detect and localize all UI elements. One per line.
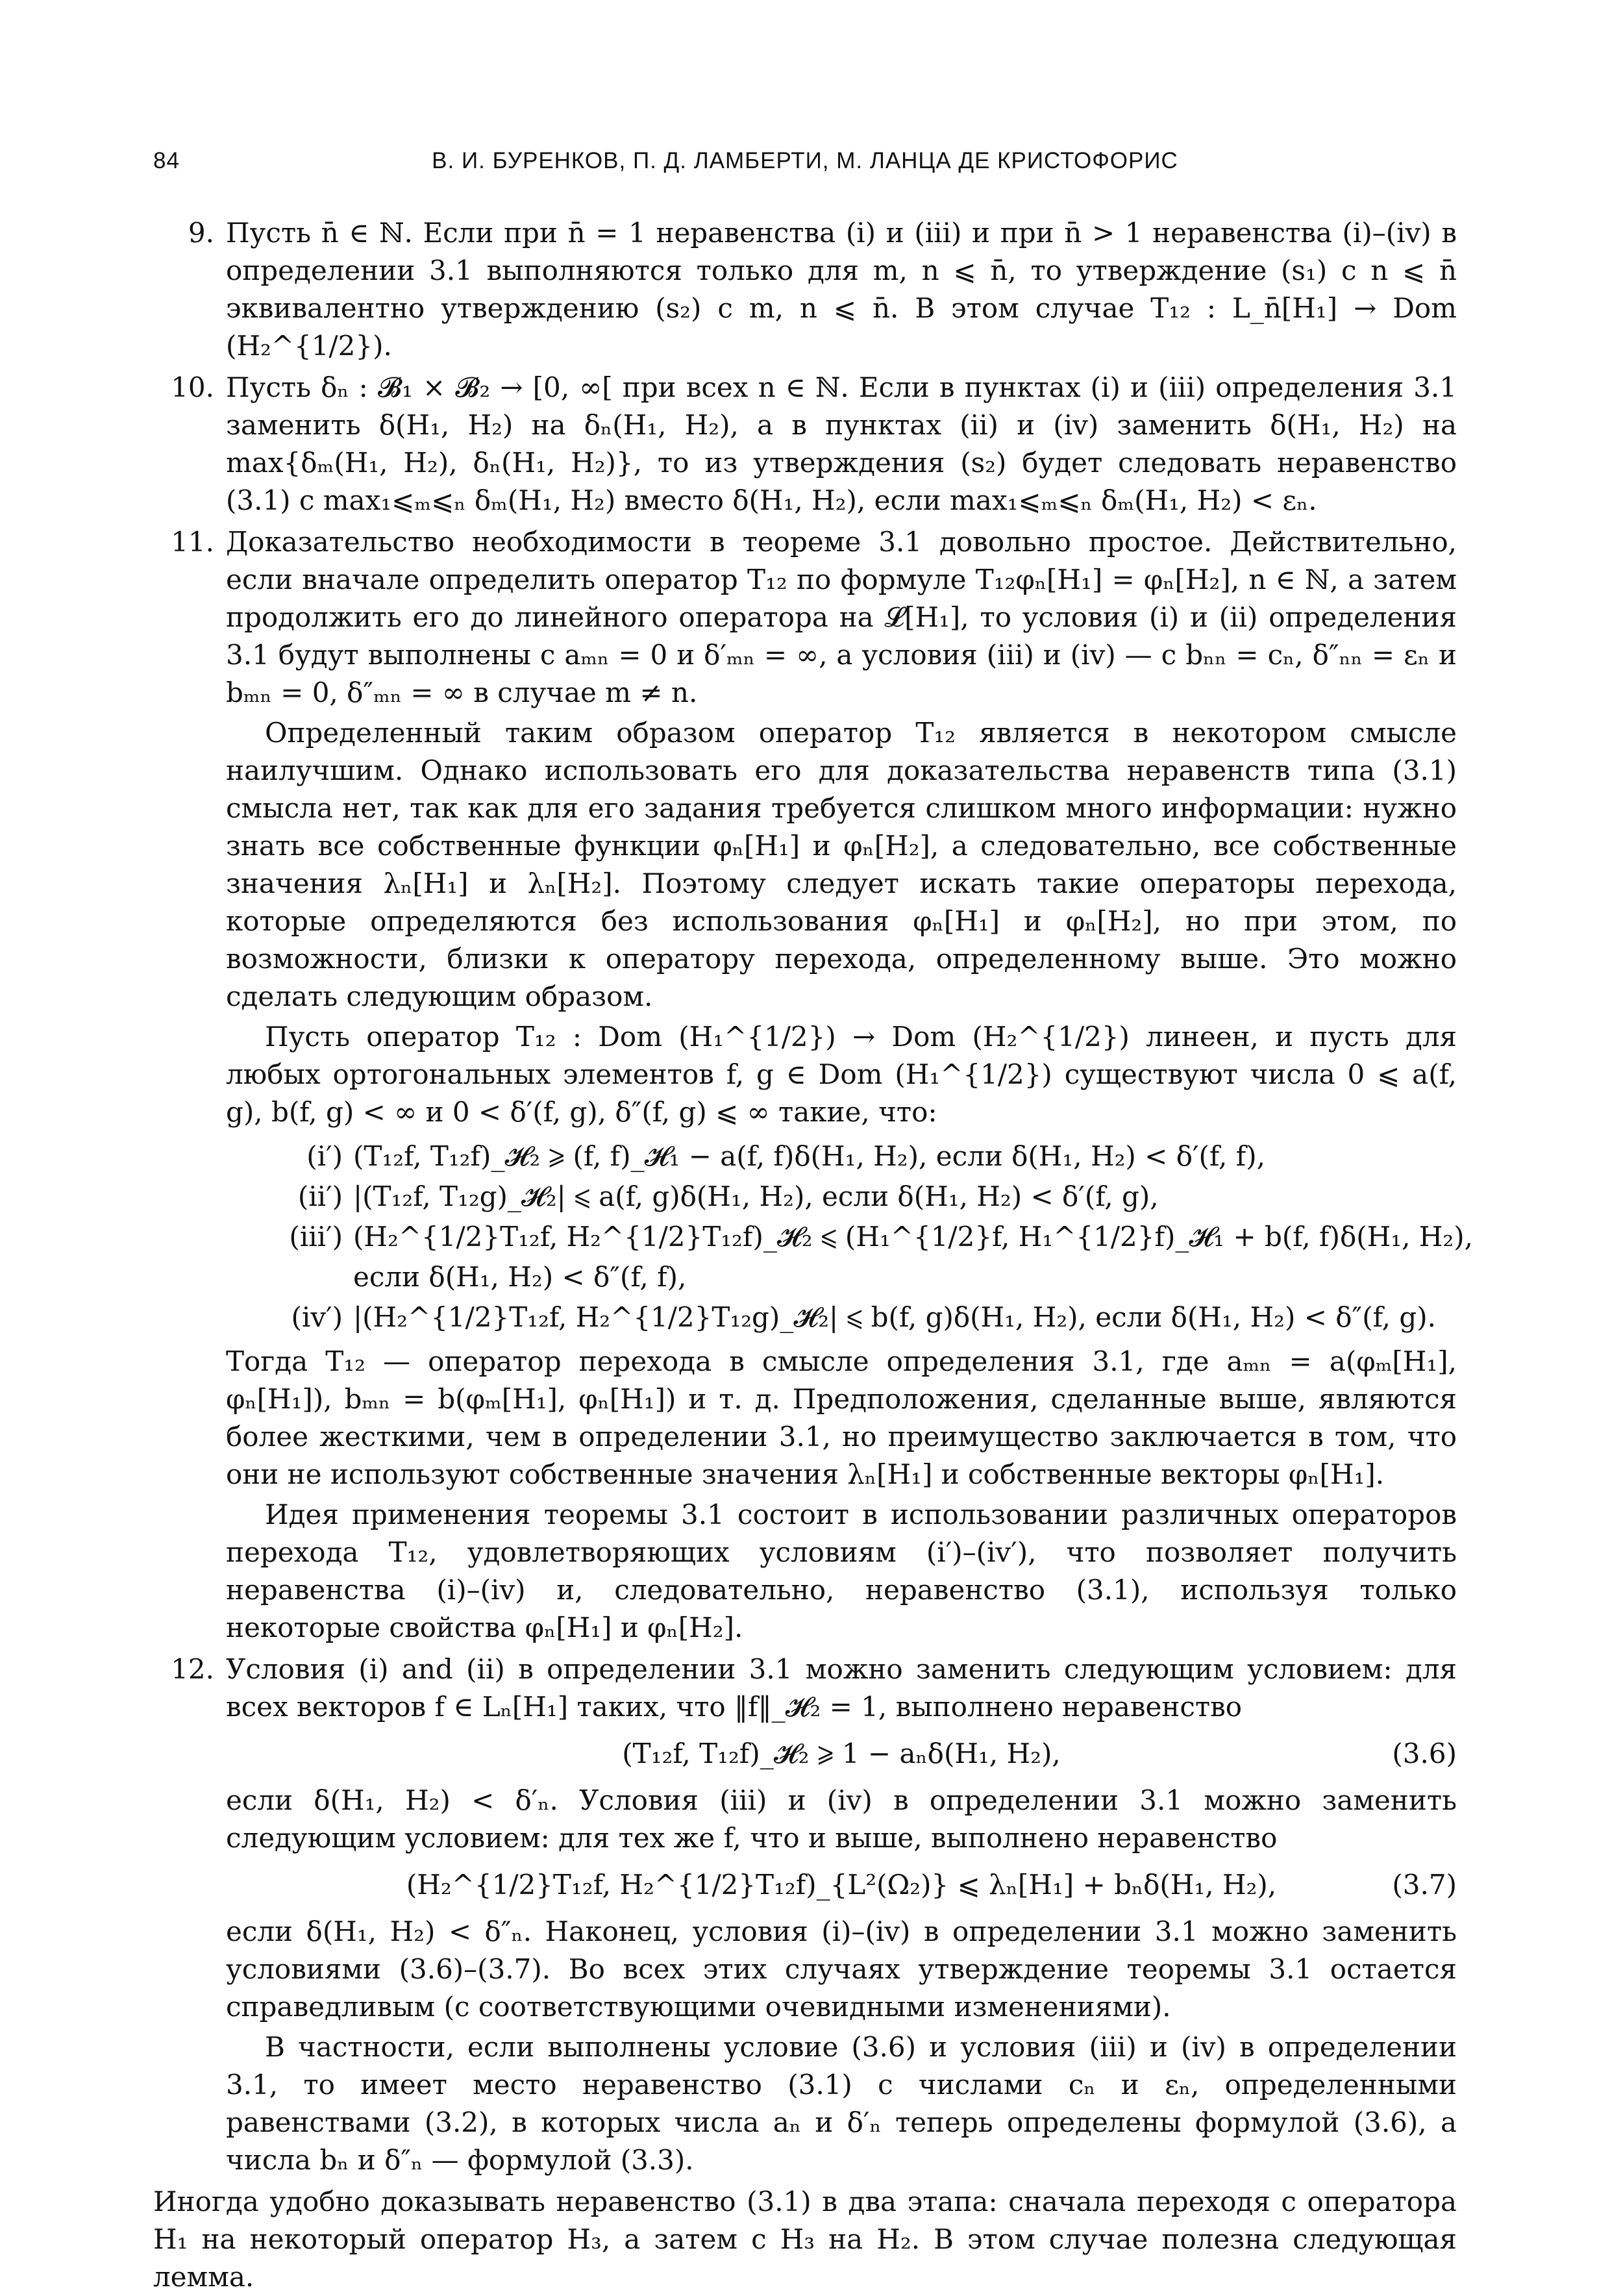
equation-number: (3.6) [1392, 1738, 1457, 1769]
item-number: 9. [188, 217, 214, 249]
condition-iv-prime [258, 1299, 1457, 1336]
paragraph: Тогда T₁₂ — оператор перехода в смысле определения 3.1, где aₘₙ = a(φₘ[H₁], φₙ[H₁]), bₘₙ = b(φₘ[H₁], φₙ[H₁]) и т. д. Предположения, сделанные выше, являются более жесткими, чем в определении 3.1, но преимущество заключается в том, что они не используют собственные значения λₙ[H₁] и собственные векторы φₙ[H₁]. [226, 1345, 1457, 1490]
paragraph: Идея применения теоремы 3.1 состоит в использовании различных операторов перехода T₁₂, удовлетворяющих условиям (i′)–(iv′), что позволяет получить неравенства (i)–(iv) и, следовательно, неравенство (3.1), используя только некоторые свойства φₙ[H₁] и φₙ[H₂]. [226, 1499, 1457, 1643]
equation-formula: (H₂^{1/2}T₁₂f, H₂^{1/2}T₁₂f)_{L²(Ω₂)} ⩽ λₙ[H₁] + bₙδ(H₁, H₂), [406, 1869, 1277, 1901]
equation-3-6 [226, 1735, 1457, 1773]
running-header [0, 148, 1610, 187]
equation-3-7 [226, 1866, 1457, 1904]
condition-label: (i′) [306, 1140, 343, 1172]
list-item-10 [153, 369, 1457, 519]
list-item-9 [153, 214, 1457, 365]
condition-iii-prime [258, 1218, 1473, 1256]
page-number: 84 [153, 148, 180, 173]
item-number: 12. [171, 1653, 214, 1685]
closing-paragraph: Иногда удобно доказывать неравенство (3.1) в два этапа: сначала переходя с оператора H₁ на некоторый оператор H₃, а затем с H₃ на H₂. В этом случае полезна следующая лемма. [153, 2186, 1457, 2293]
item-number: 11. [171, 526, 214, 558]
page-body [153, 214, 1473, 2296]
paragraph: если δ(H₁, H₂) < δ″ₙ. Наконец, условия (i)–(iv) в определении 3.1 можно заменить условиями (3.6)–(3.7). Во всех этих случаях утверждение теоремы 3.1 остается справедливым (с соответствующими очевидными изменениями). [226, 1915, 1457, 2023]
condition-ii-prime [258, 1178, 1457, 1216]
condition-formula: |(T₁₂f, T₁₂g)_𝓗₂| ⩽ a(f, g)δ(H₁, H₂), если δ(H₁, H₂) < δ′(f, g), [353, 1180, 1159, 1212]
item-number: 10. [171, 371, 214, 403]
condition-formula: (H₂^{1/2}T₁₂f, H₂^{1/2}T₁₂f)_𝓗₂ ⩽ (H₁^{1/2}f, H₁^{1/2}f)_𝓗₁ + b(f, f)δ(H₁, H₂), [353, 1221, 1473, 1253]
paragraph: Пусть δₙ : 𝓑₁ × 𝓑₂ → [0, ∞[ при всех n ∈ ℕ. Если в пунктах (i) и (iii) определения 3.1 заменить δ(H₁, H₂) на δₙ(H₁, H₂), а в пунктах (ii) и (iv) заменить δ(H₁, H₂) на max{δₘ(H₁, H₂), δₙ(H₁, H₂)}, то из утверждения (s₂) будет следовать неравенство (3.1) с max₁⩽ₘ⩽ₙ δₘ(H₁, H₂) вместо δ(H₁, H₂), если max₁⩽ₘ⩽ₙ δₘ(H₁, H₂) < εₙ. [226, 371, 1457, 516]
equation-number: (3.7) [1392, 1869, 1457, 1901]
paragraph: Определенный таким образом оператор T₁₂ является в некотором смысле наилучшим. Однако использовать его для доказательства неравенств типа (3.1) смысла нет, так как для его задания требуется слишком много информации: нужно знать все собственные функции φₙ[H₁] и φₙ[H₂], а следовательно, все собственные значения λₙ[H₁] и λₙ[H₂]. Поэтому следует искать такие операторы перехода, которые определяются без использования φₙ[H₁] и φₙ[H₂], но при этом, по возможности, близки к оператору перехода, определенному выше. Это можно сделать следующим образом. [226, 717, 1457, 1012]
paragraph: В частности, если выполнены условие (3.6) и условия (iii) и (iv) в определении 3.1, то имеет место неравенство (3.1) с числами cₙ и εₙ, определенными равенствами (3.2), в которых числа aₙ и δ′ₙ теперь определены формулой (3.6), а числа bₙ и δ″ₙ — формулой (3.3). [226, 2031, 1457, 2176]
condition-i-prime [258, 1138, 1457, 1175]
condition-label: (iv′) [291, 1301, 343, 1333]
list-item-11 [153, 523, 1473, 1647]
condition-formula: (T₁₂f, T₁₂f)_𝓗₂ ⩾ (f, f)_𝓗₁ − a(f, f)δ(H₁, H₂), если δ(H₁, H₂) < δ′(f, f), [353, 1140, 1265, 1172]
condition-iii-prime-clause [258, 1258, 1457, 1296]
list-item-12 [153, 1651, 1457, 2179]
conditions-list [226, 1138, 1473, 1336]
paragraph: если δ(H₁, H₂) < δ′ₙ. Условия (iii) и (iv) в определении 3.1 можно заменить следующим условием: для тех же f, что и выше, выполнено неравенство [226, 1784, 1457, 1854]
equation-formula: (T₁₂f, T₁₂f)_𝓗₂ ⩾ 1 − aₙδ(H₁, H₂), [622, 1738, 1061, 1769]
paragraph: Пусть оператор T₁₂ : Dom (H₁^{1/2}) → Dom (H₂^{1/2}) линеен, и пусть для любых ортогональных элементов f, g ∈ Dom (H₁^{1/2}) существуют числа 0 ⩽ a(f, g), b(f, g) < ∞ и 0 < δ′(f, g), δ″(f, g) ⩽ ∞ такие, что: [226, 1021, 1457, 1128]
paragraph: Условия (i) and (ii) в определении 3.1 можно заменить следующим условием: для всех векторов f ∈ Lₙ[H₁] таких, что ‖f‖_𝓗₂ = 1, выполнено неравенство [226, 1653, 1457, 1723]
condition-label: (iii′) [289, 1221, 343, 1253]
condition-label: (ii′) [297, 1180, 343, 1212]
paragraph: Пусть n̄ ∈ ℕ. Если при n̄ = 1 неравенства (i) и (iii) и при n̄ > 1 неравенства (i)–(iv) в определении 3.1 выполняются только для m, n ⩽ n̄, то утверждение (s₁) с n ⩽ n̄ эквивалентно утверждению (s₂) с m, n ⩽ n̄. В этом случае T₁₂ : L_n̄[H₁] → Dom (H₂^{1/2}). [226, 217, 1457, 362]
running-title: В. И. БУРЕНКОВ, П. Д. ЛАМБЕРТИ, М. ЛАНЦА ДЕ КРИСТОФОРИС [432, 148, 1178, 173]
condition-formula: если δ(H₁, H₂) < δ″(f, f), [353, 1261, 687, 1293]
paragraph: Доказательство необходимости в теореме 3.1 довольно простое. Действительно, если вначале определить оператор T₁₂ по формуле T₁₂φₙ[H₁] = φₙ[H₂], n ∈ ℕ, а затем продолжить его до линейного оператора на 𝓛[H₁], то условия (i) и (ii) определения 3.1 будут выполнены с aₘₙ = 0 и δ′ₘₙ = ∞, а условия (iii) и (iv) — с bₙₙ = cₙ, δ″ₙₙ = εₙ и bₘₙ = 0, δ″ₘₙ = ∞ в случае m ≠ n. [226, 526, 1457, 708]
condition-formula: |(H₂^{1/2}T₁₂f, H₂^{1/2}T₁₂g)_𝓗₂| ⩽ b(f, g)δ(H₁, H₂), если δ(H₁, H₂) < δ″(f, g). [353, 1301, 1436, 1333]
